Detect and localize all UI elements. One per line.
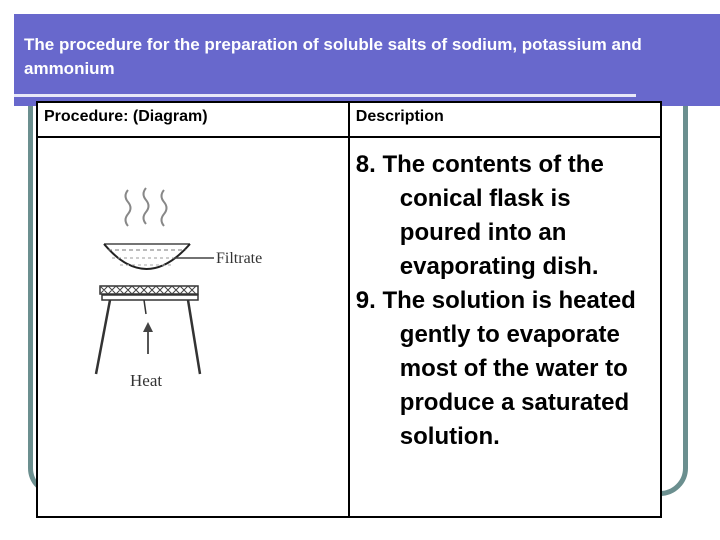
title-underline (14, 94, 636, 97)
header-description: Description (355, 108, 444, 125)
step-8-text: 8. The contents of the conical flask is poured into an evaporating dish. (355, 151, 604, 280)
table-header-row (37, 102, 661, 137)
table-row (37, 137, 661, 517)
heat-arrow-icon (143, 322, 153, 354)
wire-gauze-icon (100, 286, 198, 294)
header-cell-description (349, 102, 661, 137)
evaporation-diagram (94, 174, 334, 390)
procedure-table (36, 101, 662, 518)
steam-icon (126, 188, 167, 226)
header-cell-procedure (37, 102, 349, 137)
step-9-text: 9. The solution is heated gently to evaporate most of the water to produce a saturated solution. (355, 287, 636, 450)
diagram-cell (37, 137, 349, 517)
header-procedure: Procedure: (Diagram) (44, 108, 208, 125)
slide-title: The procedure for the preparation of soluble salts of sodium, potassium and ammonium (24, 35, 642, 78)
step-list (350, 138, 660, 454)
filtrate-label: Filtrate (216, 250, 263, 267)
heat-label: Heat (130, 371, 163, 390)
description-cell (349, 137, 661, 517)
